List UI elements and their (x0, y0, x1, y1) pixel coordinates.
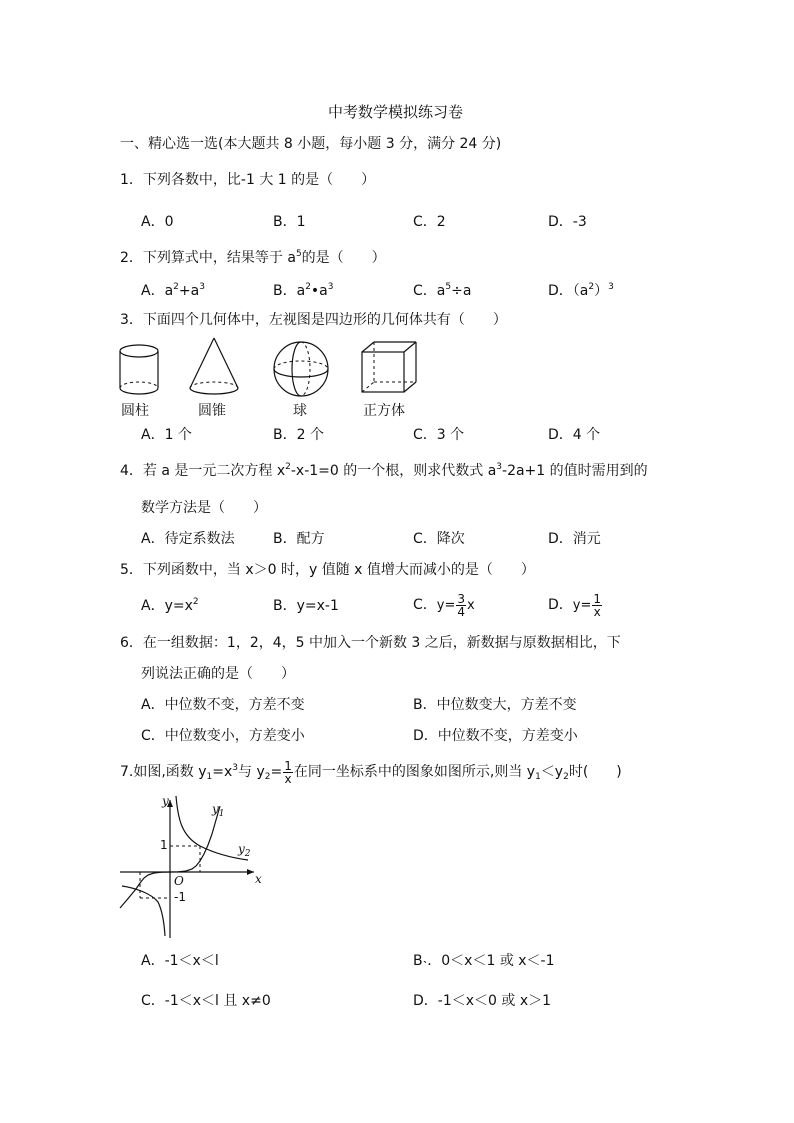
graph-tick-neg1: -1 (174, 890, 186, 904)
q2-option-a: A．$a^2+a^3$ (141, 282, 205, 299)
cone-figure (186, 336, 242, 398)
q2-option-c: C．$a^5\div a$ (413, 282, 472, 299)
q6-stem-line2: 列说法正确的是（ ） (141, 666, 295, 682)
q5-option-b: B．y=x-1 (273, 598, 339, 614)
q6-stem-line1: 6．在一组数据：1，2，4，5 中加入一个新数 3 之后，新数据与原数据相比，下 (120, 635, 621, 651)
q3-option-d: D．4 个 (548, 427, 601, 443)
q4-option-c: C．降次 (413, 531, 465, 547)
q3-option-b: B．2 个 (273, 427, 324, 443)
q5-option-d: D．y= $\frac{1}{x}$ (548, 591, 602, 619)
q4-stem-line2: 数学方法是（ ） (141, 500, 267, 516)
graph-y-label: y (162, 794, 169, 808)
q7-function-graph (118, 790, 268, 940)
q6-option-a: A．中位数不变，方差不变 (141, 697, 305, 713)
cylinder-label: 圆柱 (121, 403, 149, 419)
cube-figure (360, 340, 420, 396)
q1-option-a: A．0 (141, 214, 174, 230)
q1-stem: 1．下列各数中，比-1 大 1 的是（ ） (120, 172, 376, 188)
q6-option-b: B．中位数变大，方差不变 (413, 697, 577, 713)
section-heading: 一、精心选一选(本大题共 8 小题，每小题 3 分，满分 24 分) (120, 136, 502, 152)
sphere-figure (272, 340, 332, 400)
cube-label: 正方体 (363, 403, 405, 419)
q7-option-b: B˴．0＜x＜1 或 x＜-1 (413, 953, 555, 969)
q7-option-d: D．-1＜x＜0 或 x＞1 (413, 993, 552, 1009)
q5-option-c: C．y= $\frac{3}{4}$ x (413, 591, 475, 619)
graph-x-label: x (255, 872, 262, 886)
q3-stem: 3．下面四个几何体中，左视图是四边形的几何体共有（ ） (120, 312, 507, 328)
graph-curve1-label: $y_1$ (212, 802, 225, 819)
q4-option-a: A．待定系数法 (141, 531, 235, 547)
q6-option-d: D．中位数不变，方差变小 (413, 728, 578, 744)
graph-curve2-label: $y_2$ (238, 842, 251, 859)
q1-option-b: B．1 (273, 214, 306, 230)
q2-option-d: D．$(a^2)^3$ (548, 282, 614, 299)
sphere-label: 球 (293, 403, 307, 419)
graph-tick-1: 1 (160, 838, 168, 852)
q6-option-c: C．中位数变小，方差变小 (141, 728, 305, 744)
cylinder-figure (118, 344, 164, 400)
q3-option-c: C．3 个 (413, 427, 465, 443)
cone-label: 圆锥 (198, 403, 226, 419)
q7-option-a: A．-1＜x＜l (141, 953, 219, 969)
q3-option-a: A．1 个 (141, 427, 192, 443)
curve-y2-left (122, 886, 165, 936)
q7-stem: 7.如图,函数 $y_1=x^3$与 $y_2=$ $\frac{1}{x}$ 在同一坐标系中的图象如图所示,则当 $y_1<y_2$时( ) (120, 758, 622, 786)
q4-stem: 4．若 a 是一元二次方程 $x^2-x-1=0$ 的一个根，则求代数式 $a^3-2a+1$ 的值时需用到的 (120, 462, 648, 479)
q5-option-a: A．$y=x^2$ (141, 597, 199, 614)
q2-stem: 2．下列算式中，结果等于 $a^5$的是（ ） (120, 249, 386, 266)
q4-option-d: D．消元 (548, 531, 601, 547)
q4-option-b: B．配方 (273, 531, 325, 547)
q7-option-c: C．-1＜x＜l 且 x≠0 (141, 993, 271, 1009)
q1-option-c: C．2 (413, 214, 446, 230)
q5-stem: 5．下列函数中，当 x＞0 时，y 值随 x 值增大而减小的是（ ） (120, 562, 535, 578)
page-title: 中考数学模拟练习卷 (328, 103, 464, 121)
x-axis-arrow (247, 869, 254, 875)
q1-option-d: D．-3 (548, 214, 587, 230)
graph-origin-label: O (174, 874, 184, 888)
q2-option-b: B．$a^2•a^3$ (273, 282, 334, 299)
